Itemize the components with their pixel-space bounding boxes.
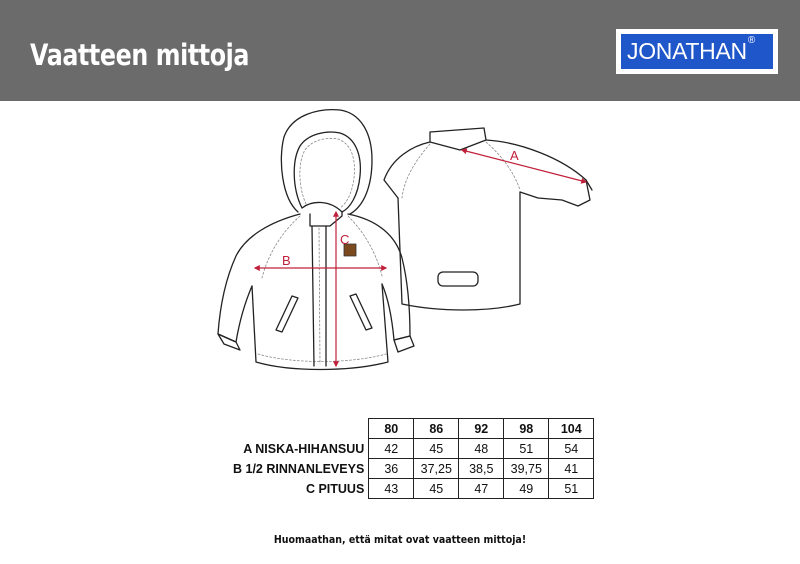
back-sleeve-right (520, 180, 590, 206)
table-cell: 42 (369, 439, 414, 459)
brand-logo (616, 29, 778, 74)
table-cell: 37,25 (414, 459, 459, 479)
size-table (229, 418, 594, 499)
table-row-c (229, 479, 594, 499)
back-reflector-patch (438, 272, 478, 286)
table-row-a (229, 439, 594, 459)
table-cell: 51 (549, 479, 594, 499)
table-cell: 41 (549, 459, 594, 479)
size-col-98: 98 (504, 419, 549, 439)
right-cuff (394, 336, 414, 352)
hem-line (258, 354, 386, 362)
back-collar (430, 128, 486, 150)
table-cell: 49 (504, 479, 549, 499)
table-cell: 39,75 (504, 459, 549, 479)
jacket-back-view (384, 128, 592, 310)
size-col-80: 80 (369, 419, 414, 439)
brand-name: JONATHAN (627, 38, 747, 64)
registered-mark: ® (747, 35, 755, 46)
size-col-92: 92 (459, 419, 504, 439)
measure-b-label: B (282, 253, 291, 268)
table-cell: 51 (504, 439, 549, 459)
table-cell: 48 (459, 439, 504, 459)
collar (310, 212, 342, 226)
jacket-measurement-drawing (0, 101, 800, 411)
table-row-b (229, 459, 594, 479)
size-col-104: 104 (549, 419, 594, 439)
table-cell: 38,5 (459, 459, 504, 479)
hood-stitch (300, 138, 355, 208)
back-shoulders (384, 140, 592, 198)
table-corner (229, 419, 369, 439)
zipper-placket (312, 226, 326, 366)
size-header-row (229, 419, 594, 439)
header-bar (0, 0, 800, 101)
brand-logo-box (621, 34, 773, 69)
row-label-b: B 1/2 RINNANLEVEYS (233, 461, 365, 476)
table-cell: 54 (549, 439, 594, 459)
row-label-a: A NISKA-HIHANSUU (243, 441, 365, 456)
size-col-86: 86 (414, 419, 459, 439)
table-cell: 36 (369, 459, 414, 479)
row-label-c: C PITUUS (305, 481, 365, 496)
jacket-front-view (218, 110, 414, 370)
measurement-lines (255, 150, 586, 366)
back-body (398, 192, 520, 310)
measure-c-label: C (340, 232, 350, 247)
raglan-seam-left (262, 216, 300, 278)
pocket-right (350, 294, 372, 330)
table-cell: 45 (414, 439, 459, 459)
table-cell: 45 (414, 479, 459, 499)
zipper-stitch (319, 228, 320, 364)
measure-a-label: A (510, 148, 519, 163)
table-cell: 43 (369, 479, 414, 499)
page-title: Vaatteen mittoja (30, 38, 250, 72)
footnote: Huomaathan, että mitat ovat vaatteen mittoja! (273, 533, 527, 546)
table-cell: 47 (459, 479, 504, 499)
left-sleeve (218, 214, 300, 342)
pocket-left (276, 296, 298, 332)
